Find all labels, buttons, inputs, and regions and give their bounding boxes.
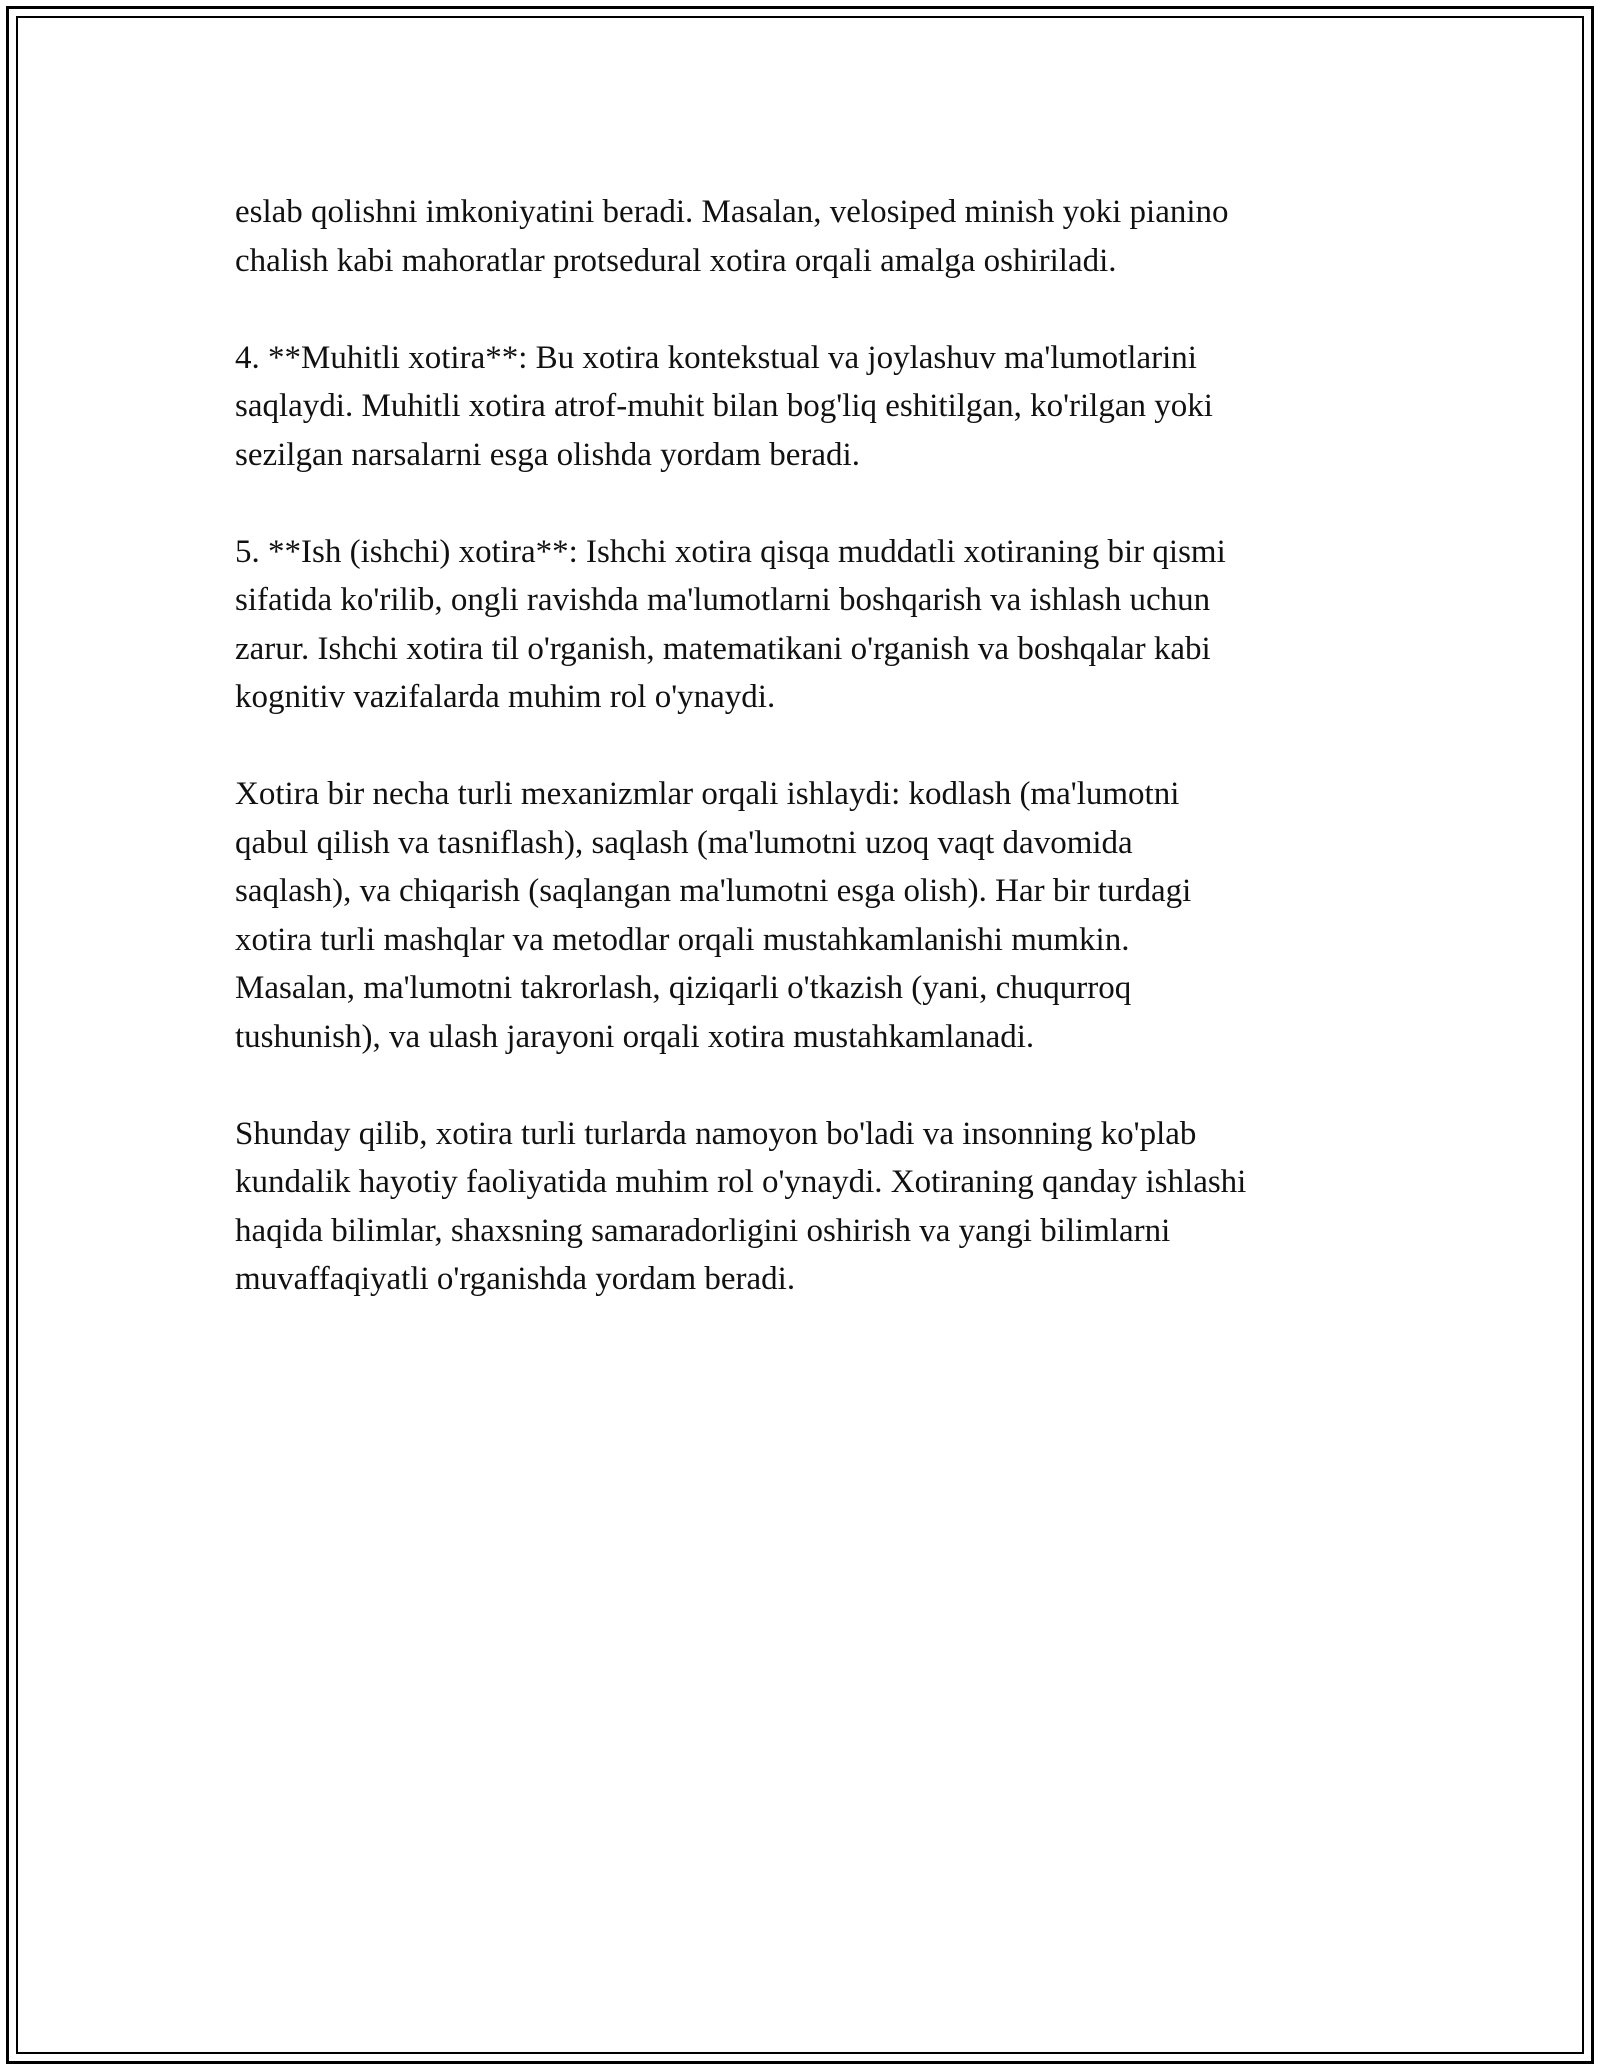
document-body [235,188,1385,1352]
paragraph-procedural-memory-end: eslab qolishni imkoniyatini beradi. Masalan, velosiped minish yoki pianino chalish kabi mahoratlar protsedural xotira orqali amalga oshiriladi. [235,194,1229,279]
paragraph-memory-mechanisms: Xotira bir necha turli mexanizmlar orqali ishlaydi: kodlash (ma'lumotni qabul qilish va tasniflash), saqlash (ma'lumotni uzoq vaqt davomida saqlash), va chiqarish (saqlangan ma'lumotni esga olish). Har bir turdagi xotira turli mashqlar va metodlar orqali mustahkamlanishi mumkin. Masalan, ma'lumotni takrorlash, qiziqarli o'tkazish (yani, chuqurroq tushunish), va ulash jarayoni orqali xotira mustahkamlanadi. [235,776,1192,1055]
paragraph-conclusion: Shunday qilib, xotira turli turlarda namoyon bo'ladi va insonning ko'plab kundalik hayotiy faoliyatida muhim rol o'ynaydi. Xotiraning qanday ishlashi haqida bilimlar, shaxsning samaradorligini oshirish va yangi bilimlarni muvaffaqiyatli o'rganishda yordam beradi. [235,1115,1247,1297]
paragraph-contextual-memory: 4. **Muhitli xotira**: Bu xotira kontekstual va joylashuv ma'lumotlarini saqlaydi. Muhitli xotira atrof-muhit bilan bog'liq eshitilgan, ko'rilgan yoki sezilgan narsalarni esga olishda yordam beradi. [235,339,1213,473]
paragraph-working-memory: 5. **Ish (ishchi) xotira**: Ishchi xotira qisqa muddatli xotiraning bir qismi sifatida ko'rilib, ongli ravishda ma'lumotlarni boshqarish va ishlash uchun zarur. Ishchi xotira til o'rganish, matematikani o'rganish va boshqalar kabi kognitiv vazifalarda muhim rol o'ynaydi. [235,533,1226,715]
